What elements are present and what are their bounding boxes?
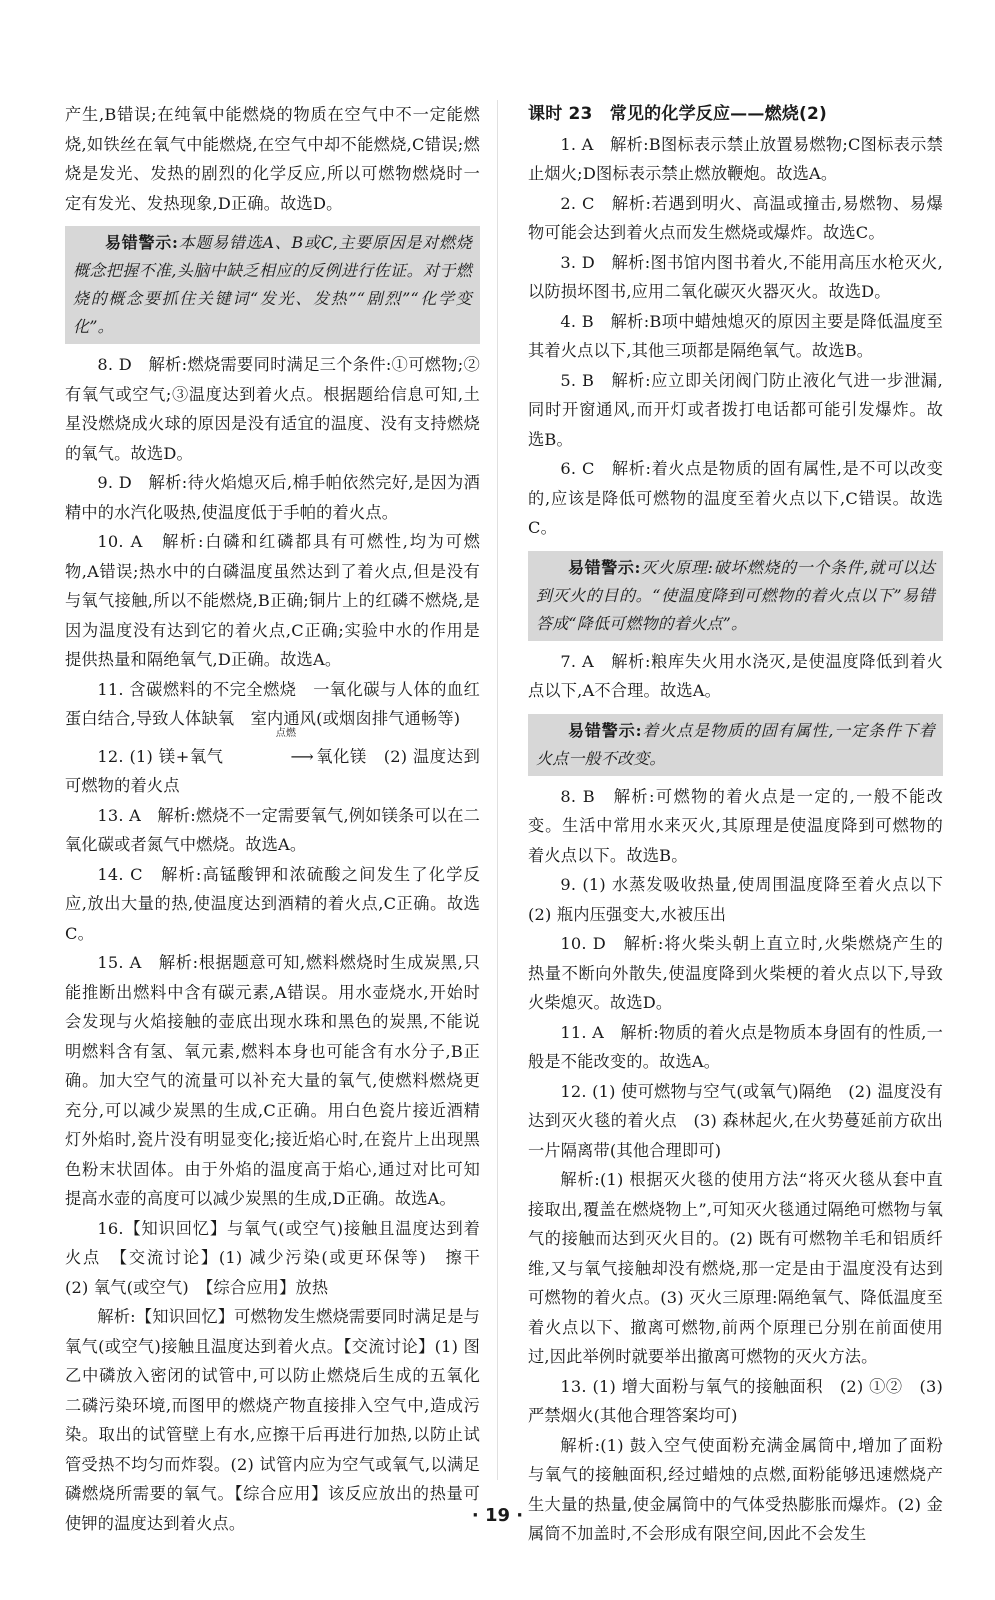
answer-r6: 6. C 解析:着火点是物质的固有属性,是不可以改变的,应该是降低可燃物的温度至着火点以下,C错误。故选C。 [528,459,943,537]
answer-12-prefix: 12. (1) 镁+氧气 [97,746,224,766]
answer-10: 10. A 解析:白磷和红磷都具有可燃性,均为可燃物,A错误;热水中的白磷温度虽然达到了着火点,但是没有与氧气接触,所以不能燃烧,B正确;铜片上的红磷不燃烧,是因为温度没有达到它的着火点,C正确;实验中水的作用是提供热量和隔绝氧气,D正确。故选A。 [65,532,480,669]
reaction-condition: 点燃 [275,727,297,739]
answer-11: 11. 含碳燃料的不完全燃烧 一氧化碳与人体的血红蛋白结合,导致人体缺氧 室内通风(或烟囱排气通畅等) [65,679,480,728]
answer-r2: 2. C 解析:若遇到明火、高温或撞击,易燃物、易爆物可能会达到着火点而发生燃烧或爆炸。故选C。 [528,193,943,242]
column-divider [497,100,498,1480]
answer-8: 8. D 解析:燃烧需要同时满足三个条件:①可燃物;②有氧气或空气;③温度达到着火点。根据题给信息可知,土星没燃烧成火球的原因是没有适宜的温度、没有支持燃烧的氧气。故选D。 [65,355,480,463]
error-warning-box [65,226,480,344]
answer-r12-analysis: 解析:(1) 根据灭火毯的使用方法“将灭火毯从套中直接取出,覆盖在燃烧物上”,可知灭火毯通过隔绝可燃物与氧气的接触而达到灭火目的。(2) 既有可燃物羊毛和铝质纤维,又与氧气接触却没有燃烧,那一定是由于温度没有达到可燃物的着火点。(3) 灭火三原理:隔绝氧气、降低温度至着火点以下、撤离可燃物,前两个原理已分别在前面使用过,因此举例时就要举出撤离可燃物的灭火方法。 [528,1170,943,1366]
answer-14: 14. C 解析:高锰酸钾和浓硫酸之间发生了化学反应,放出大量的热,使温度达到酒精的着火点,C正确。故选C。 [65,864,480,943]
warning-label: 易错警示: [105,233,179,252]
answer-r7: 7. A 解析:粮库失火用水浇灭,是使温度降低到着火点以下,A不合理。故选A。 [528,651,943,700]
right-column [528,100,960,1549]
reaction-arrow [226,727,314,772]
answer-r8: 8. B 解析:可燃物的着火点是一定的,一般不能改变。生活中常用水来灭火,其原理是使温度降到可燃物的着火点以下。故选B。 [528,786,943,865]
warning-text: 灭火原理:破坏燃烧的一个条件,就可以达到灭火的目的。“使温度降到可燃物的着火点以下”易错答成“降低可燃物的着火点”。 [536,557,935,633]
answer-r4: 4. B 解析:B项中蜡烛熄灭的原因主要是降低温度至其着火点以下,其他三项都是隔绝氧气。故选B。 [528,311,943,360]
answer-r12: 12. (1) 使可燃物与空气(或氧气)隔绝 (2) 温度没有达到灭火毯的着火点 (3) 森林起火,在火势蔓延前方砍出一片隔离带(其他合理即可) [528,1081,943,1160]
warning-text: 着火点是物质的固有属性,一定条件下着火点一般不改变。 [536,720,935,768]
lesson-title: 课时 23 常见的化学反应——燃烧(2) [528,104,827,124]
answer-r9: 9. (1) 水蒸发吸收热量,使周围温度降至着火点以下 (2) 瓶内压强变大,水被压出 [528,875,960,924]
answer-12 [65,727,480,801]
warning-label: 易错警示: [568,720,642,740]
error-warning-box [528,714,943,776]
left-column [65,100,497,1538]
page-number: · 19 · [471,1505,524,1526]
answer-r10: 10. D 解析:将火柴头朝上直立时,火柴燃烧产生的热量不断向外散失,使温度降到火柴梗的着火点以下,导致火柴熄灭。故选D。 [528,934,943,1012]
answer-r1: 1. A 解析:B图标表示禁止放置易燃物;C图标表示禁止烟火;D图标表示禁止燃放鞭炮。故选A。 [528,134,943,183]
answer-r11: 11. A 解析:物质的着火点是物质本身固有的性质,一般是不能改变的。故选A。 [528,1022,943,1071]
answer-16-analysis: 解析:【知识回忆】可燃物发生燃烧需要同时满足是与氧气(或空气)接触且温度达到着火点。【交流讨论】(1) 图乙中磷放入密闭的试管中,可以防止燃烧后生成的五氧化二磷污染环境,而图甲的燃烧产物直接排入空气中,造成污染。取出的试管壁上有水,应擦干后再进行加热,以防止试管受热不均匀而炸裂。(2) 试管内应为空气或氧气,以满足磷燃烧所需要的氧气。【综合应用】该反应放出的热量可使钾的温度达到着火点。 [65,1307,480,1533]
answer-r13: 13. (1) 增大面粉与氧气的接触面积 (2) ①② (3) 严禁烟火(其他合理答案均可) [528,1376,943,1425]
answer-13: 13. A 解析:燃烧不一定需要氧气,例如镁条可以在二氧化碳或者氮气中燃烧。故选A。 [65,805,480,854]
paragraph-continuation: 产生,B错误;在纯氧中能燃烧的物质在空气中不一定能燃烧,如铁丝在氧气中能燃烧,在空气中却不能燃烧,C错误;燃烧是发光、发热的剧烈的化学反应,所以可燃物燃烧时一定有发光、发热现象,D正确。故选D。 [65,105,480,213]
answer-15: 15. A 解析:根据题意可知,燃料燃烧时生成炭黑,只能推断出燃料中含有碳元素,A错误。用水壶烧水,开始时会发现与火焰接触的壶底出现水珠和黑色的炭黑,不能说明燃料含有氢、氧元素,燃料本身也可能含有水分子,B正确。加大空气的流量可以补充大量的氧气,使燃料燃烧更充分,可以减少炭黑的生成,C正确。用白色瓷片接近酒精灯外焰时,瓷片没有明显变化;接近焰心时,在瓷片上出现黑色粉末状固体。由于外焰的温度高于焰心,通过对比可知提高水壶的高度可以减少炭黑的生成,D正确。故选A。 [65,953,480,1208]
answer-12-suffix: 氧化镁 (2) 温度达到可燃物的着火点 [65,746,480,795]
answer-r5: 5. B 解析:应立即关闭阀门防止液化气进一步泄漏,同时开窗通风,而开灯或者拨打电话都可能引发爆炸。故选B。 [528,370,943,449]
answer-r3: 3. D 解析:图书馆内图书着火,不能用高压水枪灭火,以防损坏图书,应用二氧化碳灭火器灭火。故选D。 [528,252,943,301]
arrow-icon: ⟶ [290,746,314,766]
answer-16: 16.【知识回忆】与氧气(或空气)接触且温度达到着火点 【交流讨论】(1) 减少污染(或更环保等) 擦干 (2) 氧气(或空气) 【综合应用】放热 [65,1218,497,1297]
warning-label: 易错警示: [568,557,641,577]
warning-text: 本题易错选A、B或C,主要原因是对燃烧概念把握不准,头脑中缺乏相应的反例进行佐证。对于燃烧的概念要抓住关键词“发光、发热”“剧烈”“化学变化”。 [73,233,472,336]
error-warning-box [528,551,943,641]
answer-r13-analysis: 解析:(1) 鼓入空气使面粉充满金属筒中,增加了面粉与氧气的接触面积,经过蜡烛的点燃,面粉能够迅速燃烧产生大量的热量,使金属筒中的气体受热膨胀而爆炸。(2) 金属筒不加盖时,不会形成有限空间,因此不会发生 [528,1435,943,1543]
answer-9: 9. D 解析:待火焰熄灭后,棉手帕依然完好,是因为酒精中的水汽化吸热,使温度低于手帕的着火点。 [65,473,480,522]
